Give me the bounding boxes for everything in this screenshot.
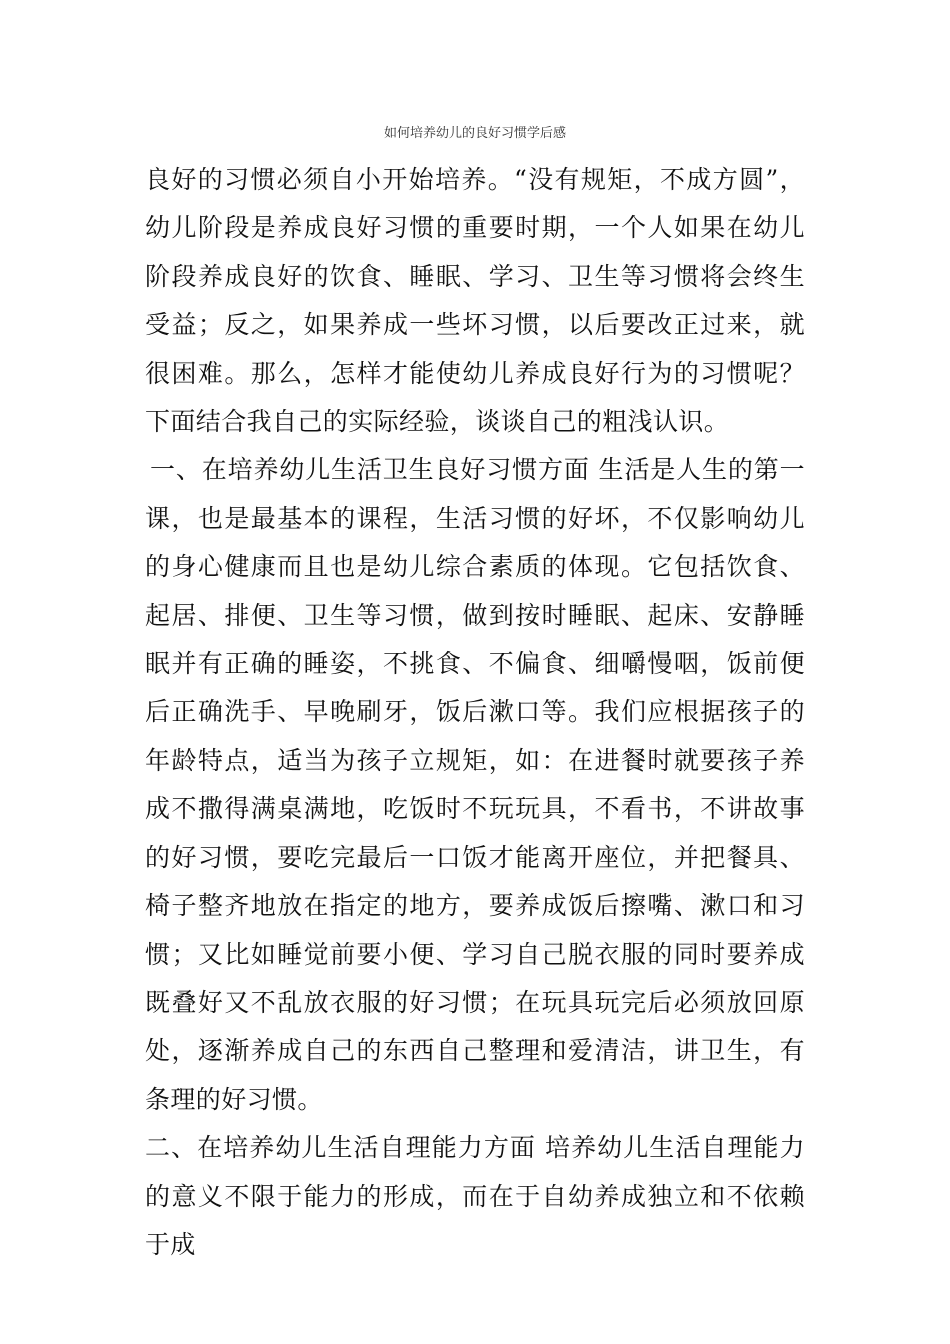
paragraph-section-two: 二、在培养幼儿生活自理能力方面 培养幼儿生活自理能力的意义不限于能力的形成，而在于自幼养成独立和不依赖于成 [145, 1133, 805, 1259]
paragraph-intro: 良好的习惯必须自小开始培养。“没有规矩，不成方圆”，幼儿阶段是养成良好习惯的重要时期，一个人如果在幼儿阶段养成良好的饮食、睡眠、学习、卫生等习惯将会终生受益；反之，如果养成一些坏习惯，以后要改正过来，就很困难。那么，怎样才能使幼儿养成良好行为的习惯呢？下面结合我自己的实际经验，谈谈自己的粗浅认识。 [145, 165, 805, 437]
document-body [145, 156, 805, 1269]
paragraph-section-one: 一、在培养幼儿生活卫生良好习惯方面 生活是人生的第一课，也是最基本的课程，生活习惯的好坏，不仅影响幼儿的身心健康而且也是幼儿综合素质的体现。它包括饮食、起居、排便、卫生等习惯，做到按时睡眠、起床、安静睡眠并有正确的睡姿，不挑食、不偏食、细嚼慢咽，饭前便后正确洗手、早晚刷牙，饭后漱口等。我们应根据孩子的年龄特点，适当为孩子立规矩，如：在进餐时就要孩子养成不撒得满桌满地，吃饭时不玩玩具，不看书，不讲故事的好习惯，要吃完最后一口饭才能离开座位，并把餐具、椅子整齐地放在指定的地方，要养成饭后擦嘴、漱口和习惯；又比如睡觉前要小便、学习自己脱衣服的同时要养成既叠好又不乱放衣服的好习惯；在玩具玩完后必须放回原处，逐渐养成自己的东西自己整理和爱清洁，讲卫生，有条理的好习惯。 [145, 455, 805, 1114]
page-header-title: 如何培养幼儿的良好习惯学后感 [383, 126, 566, 141]
